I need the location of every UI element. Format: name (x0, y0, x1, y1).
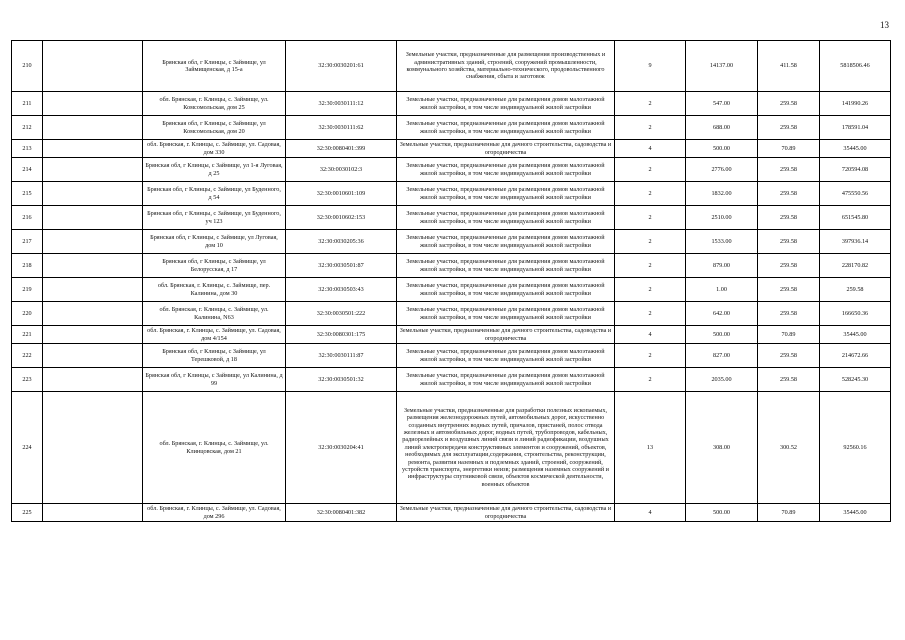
cadastral-number-cell: 32:30:0030501:87 (286, 254, 397, 278)
group-number-cell: 9 (615, 41, 686, 92)
group-number-cell: 2 (615, 368, 686, 392)
table-row (12, 116, 891, 140)
cadastral-value-cell: 5818506.46 (820, 41, 891, 92)
land-use-cell: Земельные участки, предназначенные для размещения домов малоэтажной жилой застройки, в том числе индивидуальной жилой застройки (397, 206, 615, 230)
land-use-cell: Земельные участки, предназначенные для размещения домов малоэтажной жилой застройки, в том числе индивидуальной жилой застройки (397, 278, 615, 302)
land-use-cell: Земельные участки, предназначенные для размещения домов малоэтажной жилой застройки, в том числе индивидуальной жилой застройки (397, 158, 615, 182)
blank-cell (43, 368, 143, 392)
blank-cell (43, 41, 143, 92)
cadastral-value-cell: 397936.14 (820, 230, 891, 254)
specific-value-cell: 259.58 (758, 182, 820, 206)
row-number-cell: 213 (12, 140, 43, 158)
table-row (12, 504, 891, 522)
group-number-cell: 4 (615, 140, 686, 158)
blank-cell (43, 278, 143, 302)
area-cell: 688.00 (686, 116, 758, 140)
row-number-cell: 211 (12, 92, 43, 116)
land-use-cell: Земельные участки, предназначенные для размещения домов малоэтажной жилой застройки, в том числе индивидуальной жилой застройки (397, 368, 615, 392)
specific-value-cell: 70.89 (758, 140, 820, 158)
table-row (12, 140, 891, 158)
specific-value-cell: 259.58 (758, 302, 820, 326)
cadastral-value-cell: 528245.30 (820, 368, 891, 392)
table-row (12, 302, 891, 326)
area-cell: 500.00 (686, 504, 758, 522)
specific-value-cell: 70.89 (758, 504, 820, 522)
row-number-cell: 217 (12, 230, 43, 254)
area-cell: 500.00 (686, 326, 758, 344)
address-cell: обл. Брянская, г. Клинцы, с. Займище, ул. Садовая, дом 330 (143, 140, 286, 158)
group-number-cell: 2 (615, 278, 686, 302)
table-row (12, 278, 891, 302)
row-number-cell: 219 (12, 278, 43, 302)
area-cell: 827.00 (686, 344, 758, 368)
specific-value-cell: 70.89 (758, 326, 820, 344)
address-cell: Брянская обл, г Клинцы, с Займище, ул Буденного, д 54 (143, 182, 286, 206)
cadastral-value-cell: 166650.36 (820, 302, 891, 326)
blank-cell (43, 116, 143, 140)
cadastral-number-cell: 32:30:0080301:175 (286, 326, 397, 344)
area-cell: 500.00 (686, 140, 758, 158)
group-number-cell: 2 (615, 92, 686, 116)
group-number-cell: 4 (615, 504, 686, 522)
address-cell: обл. Брянская, г. Клинцы, с. Займище, ул. Садовая, дом 4/154 (143, 326, 286, 344)
blank-cell (43, 140, 143, 158)
land-use-cell: Земельные участки, предназначенные для дачного строительства, садоводства и огородничества (397, 504, 615, 522)
cadastral-number-cell: 32:30:0030111:12 (286, 92, 397, 116)
area-cell: 879.00 (686, 254, 758, 278)
address-cell: Брянская обл, г Клинцы, с Займище, ул Терешковой, д 18 (143, 344, 286, 368)
specific-value-cell: 259.58 (758, 116, 820, 140)
row-number-cell: 215 (12, 182, 43, 206)
area-cell: 547.00 (686, 92, 758, 116)
specific-value-cell: 411.58 (758, 41, 820, 92)
row-number-cell: 224 (12, 392, 43, 504)
land-use-cell: Земельные участки, предназначенные для размещения производственных и административных зданий, строений, сооружений промышленности, коммунального хозяйства, материально-технического, продовольственного снабжения, сбыта и заготовок (397, 41, 615, 92)
area-cell: 1533.00 (686, 230, 758, 254)
specific-value-cell: 300.52 (758, 392, 820, 504)
table-row (12, 326, 891, 344)
table-row (12, 368, 891, 392)
page-number: 13 (880, 20, 889, 30)
table-row (12, 158, 891, 182)
address-cell: обл. Брянская, г. Клинцы, с. Займище, ул. Комсомольская, дом 25 (143, 92, 286, 116)
address-cell: обл. Брянская, г. Клинцы, с. Займище, ул. Калинина, N63 (143, 302, 286, 326)
cadastral-value-cell: 651545.80 (820, 206, 891, 230)
address-cell: обл. Брянская, г. Клинцы, с. Займище, пер. Калинина, дом 30 (143, 278, 286, 302)
land-use-cell: Земельные участки, предназначенные для разработки полезных ископаемых, размещения железнодорожных путей, автомобильных дорог, искусственно созданных внутренних водных путей, причалов, пристаней, полос отвода железных и автомобильных дорог, водных путей, трубопроводов, кабельных, радиорелейных и воздушных линий связи и линий радиофикации, воздушных линий электропередачи конструктивных элементов и сооружений, объектов, необходимых для эксплуатации,содержания, строительства, реконструкции, ремонта, развития наземных и подземных зданий, строений, сооружений, устройств транспорта, энергетики неизв; размещения наземных сооружений и инфраструктуры спутниковой связи, объектов космической деятельности, военных объектов (397, 392, 615, 504)
table-row (12, 182, 891, 206)
land-use-cell: Земельные участки, предназначенные для дачного строительства, садоводства и огородничества (397, 140, 615, 158)
group-number-cell: 2 (615, 230, 686, 254)
area-cell: 1.00 (686, 278, 758, 302)
cadastral-number-cell: 32:30:0030503:43 (286, 278, 397, 302)
row-number-cell: 221 (12, 326, 43, 344)
specific-value-cell: 259.58 (758, 344, 820, 368)
cadastral-number-cell: 32:30:0030201:61 (286, 41, 397, 92)
cadastral-value-cell: 35445.00 (820, 326, 891, 344)
address-cell: Брянская обл, г Клинцы, с Займище, ул Белорусская, д 17 (143, 254, 286, 278)
table-row (12, 206, 891, 230)
cadastral-number-cell: 32:30:0030501:222 (286, 302, 397, 326)
blank-cell (43, 504, 143, 522)
row-number-cell: 225 (12, 504, 43, 522)
table-row (12, 41, 891, 92)
group-number-cell: 4 (615, 326, 686, 344)
table-row (12, 344, 891, 368)
group-number-cell: 2 (615, 344, 686, 368)
land-use-cell: Земельные участки, предназначенные для размещения домов малоэтажной жилой застройки, в том числе индивидуальной жилой застройки (397, 92, 615, 116)
table-row (12, 92, 891, 116)
land-use-cell: Земельные участки, предназначенные для размещения домов малоэтажной жилой застройки, в том числе индивидуальной жилой застройки (397, 254, 615, 278)
specific-value-cell: 259.58 (758, 368, 820, 392)
address-cell: Брянская обл, г Клинцы, с Займище, ул Займищенская, д 15-а (143, 41, 286, 92)
area-cell: 2510.00 (686, 206, 758, 230)
area-cell: 2776.00 (686, 158, 758, 182)
cadastral-value-cell: 92560.16 (820, 392, 891, 504)
specific-value-cell: 259.58 (758, 206, 820, 230)
row-number-cell: 214 (12, 158, 43, 182)
cadastral-value-cell: 475550.56 (820, 182, 891, 206)
cadastral-number-cell: 32:30:0030204:41 (286, 392, 397, 504)
blank-cell (43, 92, 143, 116)
table-body (12, 41, 891, 522)
address-cell: Брянская обл, г Клинцы, с Займище, ул Комсомольская, дом 20 (143, 116, 286, 140)
specific-value-cell: 259.58 (758, 278, 820, 302)
cadastral-number-cell: 32:30:0030102:3 (286, 158, 397, 182)
land-use-cell: Земельные участки, предназначенные для размещения домов малоэтажной жилой застройки, в том числе индивидуальной жилой застройки (397, 116, 615, 140)
group-number-cell: 2 (615, 116, 686, 140)
blank-cell (43, 182, 143, 206)
row-number-cell: 210 (12, 41, 43, 92)
group-number-cell: 2 (615, 254, 686, 278)
blank-cell (43, 230, 143, 254)
cadastral-number-cell: 32:30:0010602:153 (286, 206, 397, 230)
address-cell: Брянская обл, г Клинцы, с Займище, ул Калинина, д 99 (143, 368, 286, 392)
address-cell: Брянская обл, г Клинцы, с Займище, ул Луговая, дом 10 (143, 230, 286, 254)
table-row (12, 254, 891, 278)
address-cell: Брянская обл, г Клинцы, с Займище, ул 1-я Луговая, д 25 (143, 158, 286, 182)
group-number-cell: 2 (615, 158, 686, 182)
row-number-cell: 220 (12, 302, 43, 326)
table-row (12, 392, 891, 504)
specific-value-cell: 259.58 (758, 158, 820, 182)
area-cell: 2035.00 (686, 368, 758, 392)
land-use-cell: Земельные участки, предназначенные для размещения домов малоэтажной жилой застройки, в том числе индивидуальной жилой застройки (397, 344, 615, 368)
specific-value-cell: 259.58 (758, 92, 820, 116)
blank-cell (43, 344, 143, 368)
specific-value-cell: 259.58 (758, 254, 820, 278)
group-number-cell: 2 (615, 302, 686, 326)
table-row (12, 230, 891, 254)
land-use-cell: Земельные участки, предназначенные для размещения домов малоэтажной жилой застройки, в том числе индивидуальной жилой застройки (397, 182, 615, 206)
cadastral-number-cell: 32:30:0030111:62 (286, 116, 397, 140)
address-cell: Брянская обл, г Клинцы, с Займище, ул Буденного, уч 123 (143, 206, 286, 230)
row-number-cell: 218 (12, 254, 43, 278)
cadastral-number-cell: 32:30:0030501:32 (286, 368, 397, 392)
blank-cell (43, 158, 143, 182)
blank-cell (43, 302, 143, 326)
blank-cell (43, 206, 143, 230)
cadastral-value-cell: 141990.26 (820, 92, 891, 116)
cadastral-number-cell: 32:30:0030111:87 (286, 344, 397, 368)
area-cell: 642.00 (686, 302, 758, 326)
area-cell: 14137.00 (686, 41, 758, 92)
land-use-cell: Земельные участки, предназначенные для размещения домов малоэтажной жилой застройки, в том числе индивидуальной жилой застройки (397, 302, 615, 326)
cadastral-value-table (11, 40, 891, 522)
group-number-cell: 2 (615, 206, 686, 230)
cadastral-value-cell: 35445.00 (820, 140, 891, 158)
blank-cell (43, 254, 143, 278)
area-cell: 308.00 (686, 392, 758, 504)
address-cell: обл. Брянская, г. Клинцы, с. Займище, ул. Клинцовская, дом 21 (143, 392, 286, 504)
land-use-cell: Земельные участки, предназначенные для дачного строительства, садоводства и огородничества (397, 326, 615, 344)
row-number-cell: 222 (12, 344, 43, 368)
cadastral-number-cell: 32:30:0080401:399 (286, 140, 397, 158)
cadastral-number-cell: 32:30:0080401:382 (286, 504, 397, 522)
row-number-cell: 212 (12, 116, 43, 140)
specific-value-cell: 259.58 (758, 230, 820, 254)
cadastral-value-cell: 214672.66 (820, 344, 891, 368)
cadastral-number-cell: 32:30:0010601:109 (286, 182, 397, 206)
row-number-cell: 216 (12, 206, 43, 230)
cadastral-value-cell: 720594.08 (820, 158, 891, 182)
blank-cell (43, 326, 143, 344)
cadastral-value-cell: 228170.82 (820, 254, 891, 278)
cadastral-value-cell: 178591.04 (820, 116, 891, 140)
blank-cell (43, 392, 143, 504)
area-cell: 1832.00 (686, 182, 758, 206)
group-number-cell: 2 (615, 182, 686, 206)
cadastral-value-cell: 259.58 (820, 278, 891, 302)
cadastral-value-cell: 35445.00 (820, 504, 891, 522)
row-number-cell: 223 (12, 368, 43, 392)
address-cell: обл. Брянская, г. Клинцы, с. Займище, ул. Садовая, дом 296 (143, 504, 286, 522)
land-use-cell: Земельные участки, предназначенные для размещения домов малоэтажной жилой застройки, в том числе индивидуальной жилой застройки (397, 230, 615, 254)
group-number-cell: 13 (615, 392, 686, 504)
cadastral-number-cell: 32:30:0030205:36 (286, 230, 397, 254)
